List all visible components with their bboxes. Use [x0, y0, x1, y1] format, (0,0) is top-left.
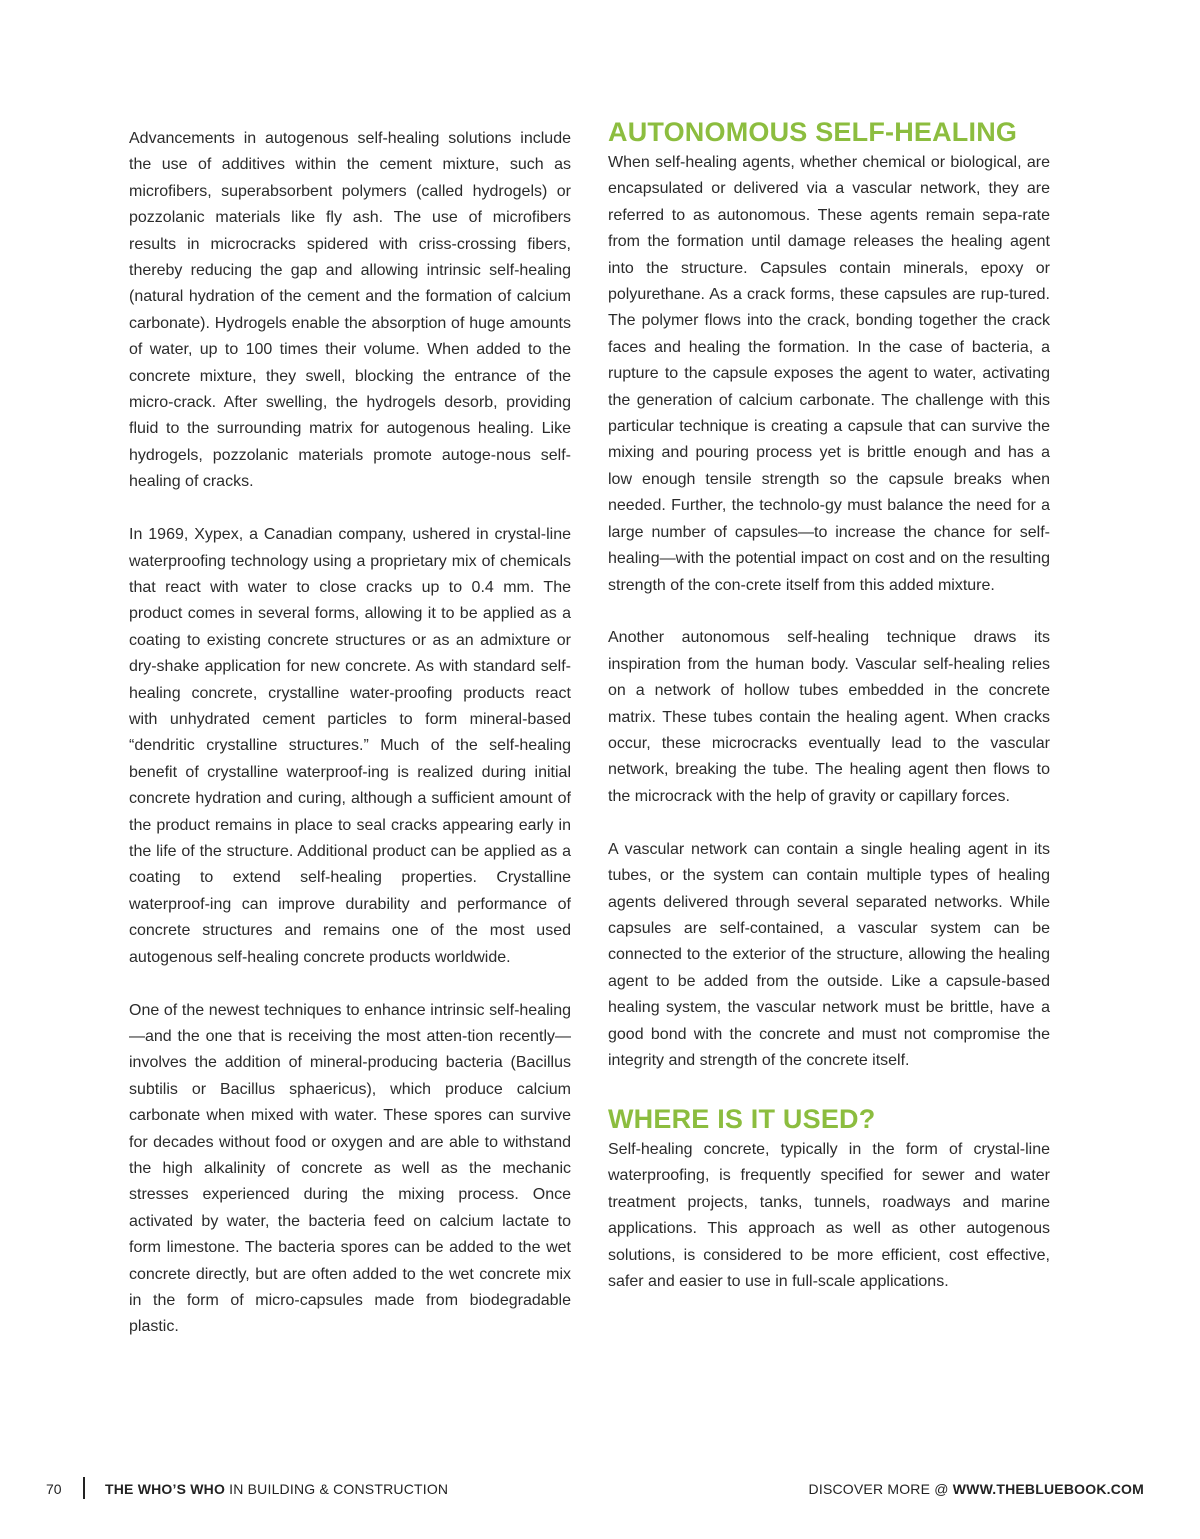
body-paragraph: In 1969, Xypex, a Canadian company, ushered in crystal-line waterproofing technology using a proprietary mix of chemicals that react with water to close cracks up to 0.4 mm. The product comes in several forms, allowing it to be applied as a coating to existing concrete structures or as an admixture or dry-shake application for new concrete. As with standard self-healing concrete, crystalline water-proofing products react with unhydrated cement particles to form mineral-based “dendritic crystalline structures.” Much of the self-healing benefit of crystalline waterproof-ing is realized during initial concrete hydration and curing, although a sufficient amount of the product remains in place to seal cracks appearing early in the life of the structure. Additional product can be applied as a coating to extend self-healing properties. Crystalline waterproof-ing can improve durability and performance of concrete structures and remains one of the most used autogenous self-healing concrete products worldwide. — [129, 526, 571, 966]
page-number: 70 — [46, 1481, 62, 1497]
body-paragraph: One of the newest techniques to enhance intrinsic self-healing—and the one that is receiving the most atten-tion recently—involves the addition of mineral-producing bacteria (Bacillus subtilis or Bacillus sphaericus), which produce calcium carbonate when mixed with water. These spores can survive for decades without food or oxygen and are able to withstand the high alkalinity of concrete as well as the mechanic stresses experienced during the mixing process. Once activated by water, the bacteria feed on calcium lactate to form limestone. The bacteria spores can be added to the wet concrete directly, but are often added to the wet concrete mix in the form of micro-capsules made from biodegradable plastic. — [129, 1001, 571, 1336]
website-link[interactable]: WWW.THEBLUEBOOK.COM — [952, 1481, 1144, 1497]
discover-more — [809, 1477, 1144, 1501]
body-paragraph: A vascular network can contain a single healing agent in its tubes, or the system can contain multiple types of healing agents delivered through several separated networks. While capsules are self-contained, a vascular system can be connected to the exterior of the structure, allowing the healing agent to be added from the outside. Like a capsule-based healing system, the vascular network must be brittle, have a good bond with the concrete and must not compromise the integrity and strength of the concrete itself. — [608, 840, 1050, 1069]
right-column — [608, 114, 1050, 1295]
publication-title-bold: THE WHO’S WHO — [105, 1481, 226, 1497]
discover-prefix: DISCOVER MORE @ — [808, 1481, 953, 1497]
body-paragraph: Advancements in autogenous self-healing solutions include the use of additives within the cement mixture, such as microfibers, superabsorbent polymers (called hydrogels) or pozzolanic materials like fly ash. The use of microfibers results in microcracks spidered with criss-crossing fibers, thereby reducing the gap and allowing intrinsic self-healing (natural hydration of the cement and the formation of calcium carbonate). Hydrogels enable the absorption of huge amounts of water, up to 100 times their volume. When added to the concrete mixture, they swell, blocking the entrance of the micro-crack. After swelling, the hydrogels desorb, providing fluid to the surrounding matrix for autogenous healing. Like hydrogels, pozzolanic materials promote autoge-nous self-healing of cracks. — [129, 130, 571, 491]
body-paragraph: When self-healing agents, whether chemical or biological, are encapsulated or delivered via a vascular network, they are referred to as autonomous. These agents remain sepa-rate from the formation until damage releases the healing agent into the structure. Capsules contain minerals, epoxy or polyurethane. As a crack forms, these capsules are rup-tured. The polymer flows into the crack, bonding together the crack faces and healing the formation. In the case of bacteria, a rupture to the capsule exposes the agent to water, activating the generation of calcium carbonate. The challenge with this particular technique is creating a capsule that can survive the mixing and pouring process yet is brittle enough and has a low enough tensile strength so the capsule breaks when needed. Further, the technolo-gy must balance the need for a large number of capsules—to increase the chance for self-healing—with the potential impact on cost and on the resulting strength of the con-crete itself from this added mixture. — [608, 154, 1050, 594]
left-column — [129, 126, 571, 1341]
section-heading-where-used: WHERE IS IT USED? — [608, 1103, 876, 1134]
publication-title-rest: IN BUILDING & CONSTRUCTION — [225, 1481, 449, 1497]
section-heading-autonomous: AUTONOMOUS SELF-HEALING — [608, 117, 1018, 147]
body-paragraph: Self-healing concrete, typically in the form of crystal-line waterproofing, is frequently specified for sewer and water treatment projects, tanks, tunnels, roadways and marine applications. This approach as well as other autogenous solutions, is considered to be more efficient, cost effective, safer and easier to use in full-scale applications. — [608, 1140, 1050, 1290]
page-footer — [0, 1477, 1200, 1501]
footer-divider — [83, 1477, 85, 1499]
publication-title — [105, 1477, 448, 1501]
body-paragraph: Another autonomous self-healing technique draws its inspiration from the human body. Vascular self-healing relies on a network of hollow tubes embedded in the concrete matrix. These tubes contain the healing agent. When cracks occur, these microcracks eventually lead to the vascular network, breaking the tube. The healing agent then flows to the microcrack with the help of gravity or capillary forces. — [608, 629, 1050, 805]
